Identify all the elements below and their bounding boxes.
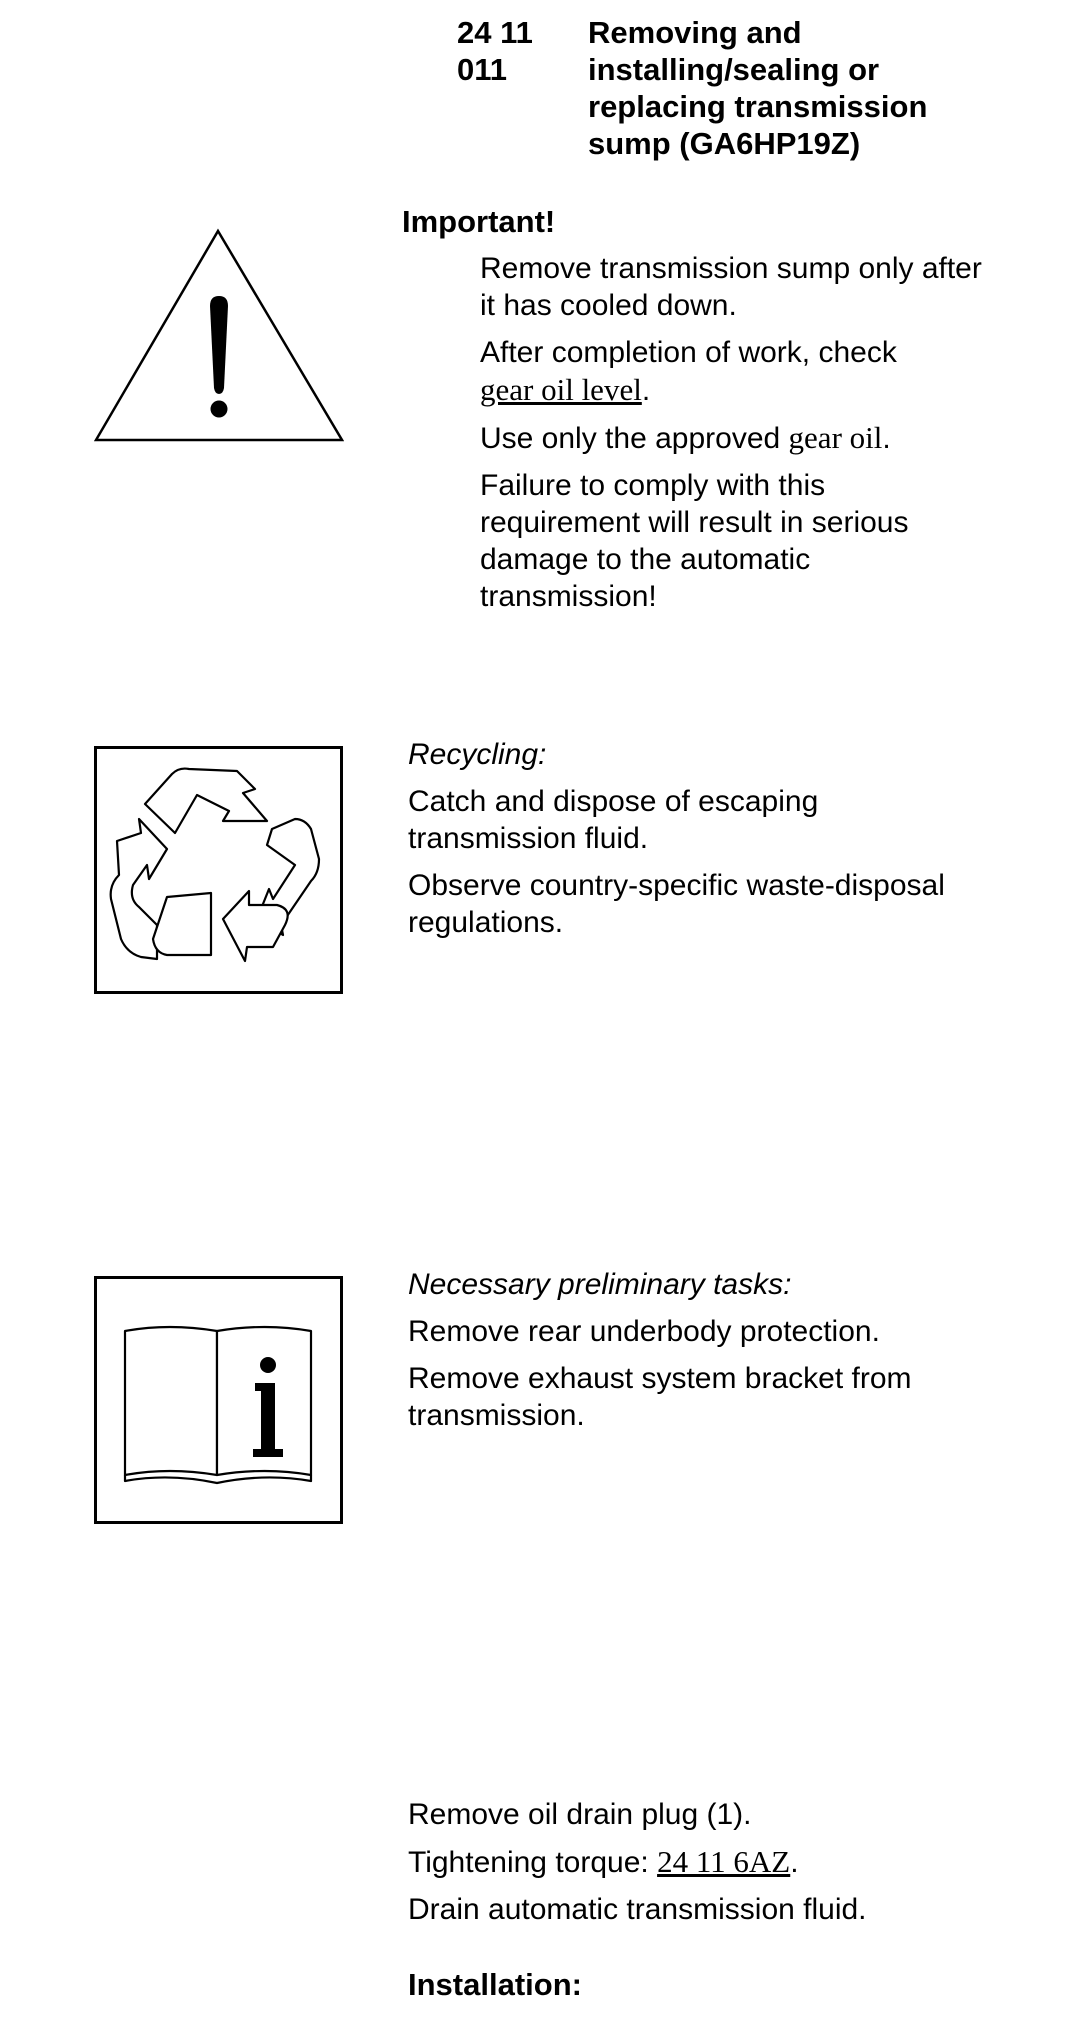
gear-oil-level-link[interactable]: gear oil level [480,372,642,407]
tightening-torque-text: Tightening torque: [408,1846,649,1879]
tightening-torque-end: . [790,1846,799,1879]
recycling-note-catch: Catch and dispose of escaping transmission fluid. [408,785,819,855]
warning-triangle-icon [94,228,344,443]
title-line3: replacing transmission [588,89,928,124]
important-note-failure: Failure to comply with this requirement will result in serious damage to the automatic transmission! [480,469,909,613]
document-number-line2: 011 [457,52,508,87]
step-remove-drain-plug: Remove oil drain plug (1). [408,1798,752,1831]
torque-spec-link[interactable]: 24 11 6AZ [657,1844,791,1879]
important-note-check-level [480,334,1000,409]
approved-oil-end: . [882,422,891,455]
important-note-approved-oil [480,419,1000,457]
title-line2: installing/sealing or [588,52,880,87]
document-number-line1: 24 11 [457,15,533,50]
step-drain-fluid: Drain automatic transmission fluid. [408,1893,867,1926]
important-heading: Important! [402,204,556,239]
recycling-text [408,736,1048,951]
preliminary-task-exhaust: Remove exhaust system bracket from transmission. [408,1362,912,1432]
info-book-icon [94,1276,343,1524]
recycling-heading: Recycling: [408,738,547,771]
preliminary-text [408,1266,1048,1444]
gear-oil-term: gear oil [788,420,883,455]
preliminary-task-underbody: Remove rear underbody protection. [408,1315,880,1348]
procedure-steps [408,1796,1048,1938]
title-line1: Removing and [588,15,802,50]
important-note-cooldown: Remove transmission sump only after it has cooled down. [480,252,982,322]
page-title [588,14,988,162]
preliminary-heading: Necessary preliminary tasks: [408,1268,792,1301]
recycling-icon [94,746,343,994]
document-number [457,14,567,88]
check-level-end: . [641,374,651,407]
step-tightening-torque [408,1843,1048,1881]
approved-oil-text: Use only the approved [480,422,781,455]
title-line4: sump (GA6HP19Z) [588,126,861,161]
recycling-note-regulations: Observe country-specific waste-disposal regulations. [408,869,945,939]
installation-heading: Installation: [408,1967,582,2002]
important-notes [480,250,1000,625]
check-level-text: After completion of work, check [480,336,897,369]
